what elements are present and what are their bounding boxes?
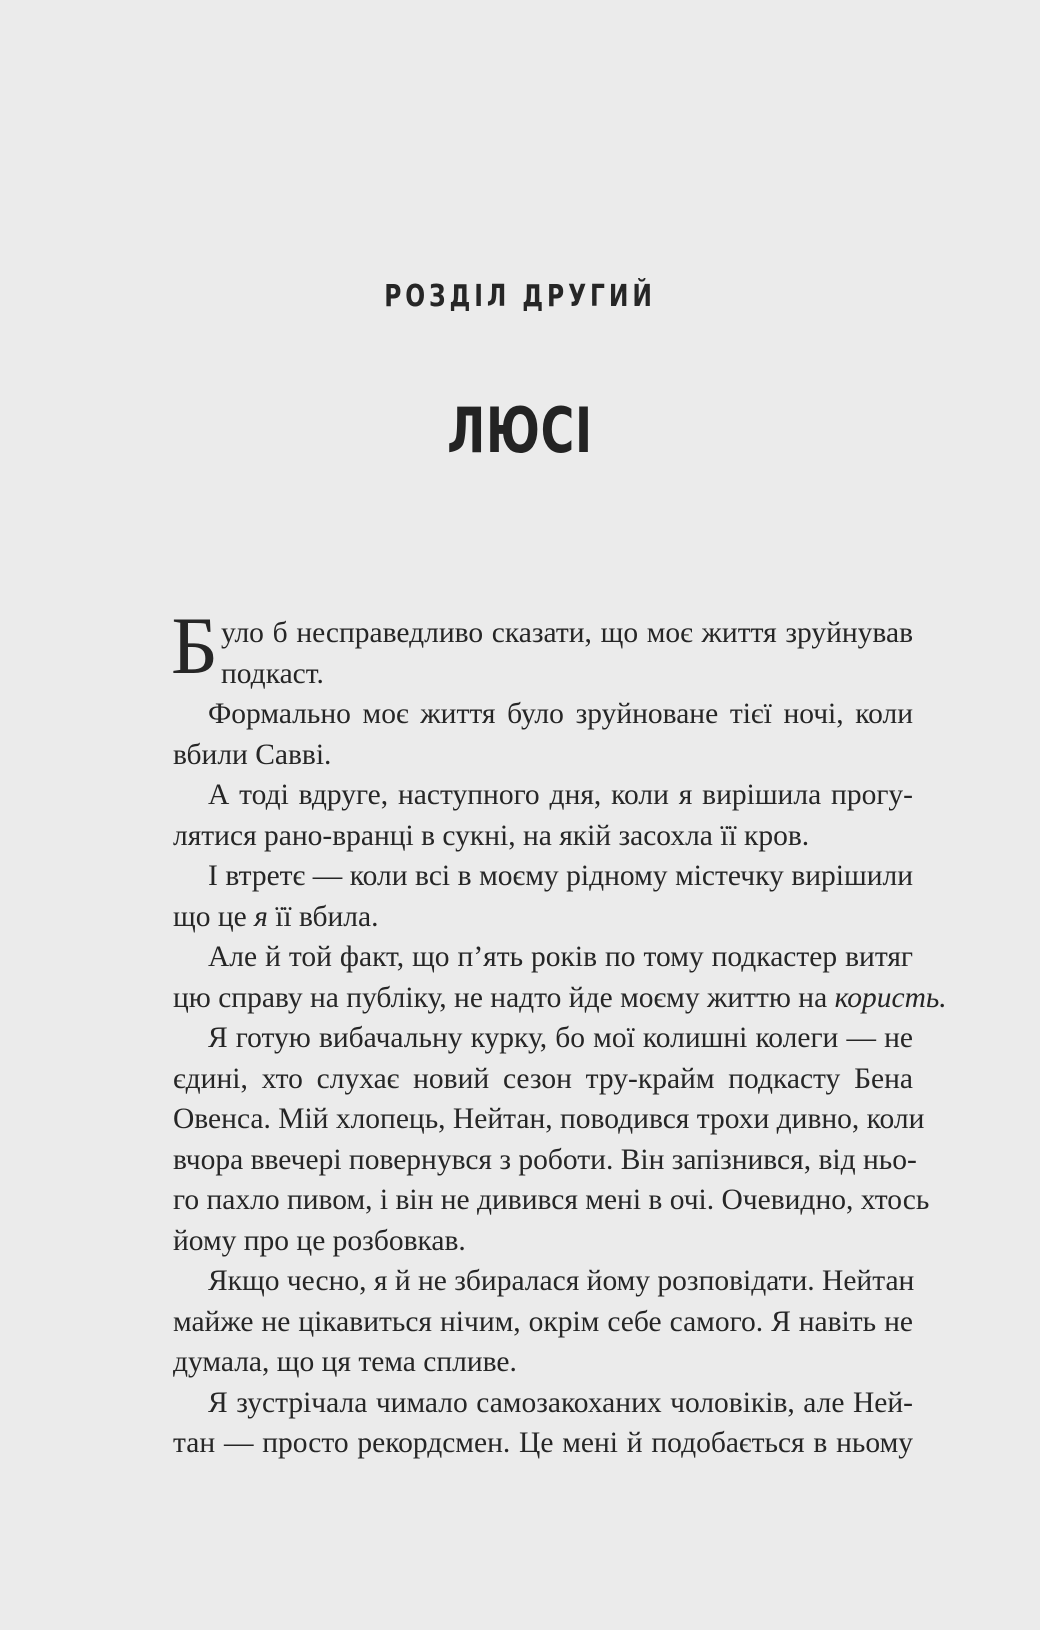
text-fragment: її вбила. xyxy=(267,900,379,933)
text-line: вбили Савві. xyxy=(173,738,332,771)
body-text xyxy=(171,600,947,1464)
drop-cap: Б xyxy=(171,600,219,691)
italic-fragment: я xyxy=(254,900,268,933)
text-line: Формально моє життя було зруйноване тієї ночі, коли xyxy=(208,698,913,730)
italic-fragment: користь. xyxy=(834,981,947,1014)
text-line: тан — просто рекордсмен. Це мені й подобається в ньому xyxy=(173,1427,913,1459)
text-line: вчора ввечері повернувся з роботи. Він запізнився, від ньо- xyxy=(173,1143,917,1176)
text-line: го пахло пивом, і він не дивився мені в очі. Очевидно, хтось xyxy=(173,1184,930,1216)
text-line: І втретє — коли всі в моєму рідному містечку вирішили xyxy=(208,860,913,892)
text-fragment: цю справу на публіку, не надто йде моєму життю на xyxy=(173,981,835,1014)
text-line: Якщо чесно, я й не збиралася йому розповідати. Нейтан xyxy=(208,1265,915,1297)
text-line: Овенса. Мій хлопець, Нейтан, поводився трохи дивно, коли xyxy=(173,1103,925,1135)
text-line: йому про це розбовкав. xyxy=(173,1224,466,1257)
text-line: думала, що ця тема спливе. xyxy=(173,1346,517,1378)
text-fragment: що це xyxy=(173,900,255,933)
text-line xyxy=(173,978,947,1019)
text-line: Але й той факт, що п’ять років по тому подкастер витяг xyxy=(208,941,913,973)
text-line xyxy=(173,897,913,938)
text-line: Я зустрічала чимало самозакоханих чоловіків, але Ней- xyxy=(208,1386,913,1419)
text-line: А тоді вдруге, наступного дня, коли я вирішила прогу- xyxy=(208,779,913,811)
text-line: подкаст. xyxy=(221,657,324,690)
chapter-number: РОЗДІЛ ДРУГИЙ xyxy=(384,279,656,314)
text-line: Я готую вибачальну курку, бо мої колишні колеги — не xyxy=(208,1022,913,1054)
text-line: майже не цікавиться нічим, окрім себе самого. Я навіть не xyxy=(173,1305,913,1338)
chapter-title: ЛЮСІ xyxy=(447,394,593,467)
text-line: лятися рано-вранці в сукні, на якій засохла її кров. xyxy=(173,819,810,852)
text-line: уло б несправедливо сказати, що моє життя зруйнував xyxy=(221,617,913,649)
text-line: єдині, хто слухає новий сезон тру-крайм подкасту Бена xyxy=(173,1062,913,1095)
